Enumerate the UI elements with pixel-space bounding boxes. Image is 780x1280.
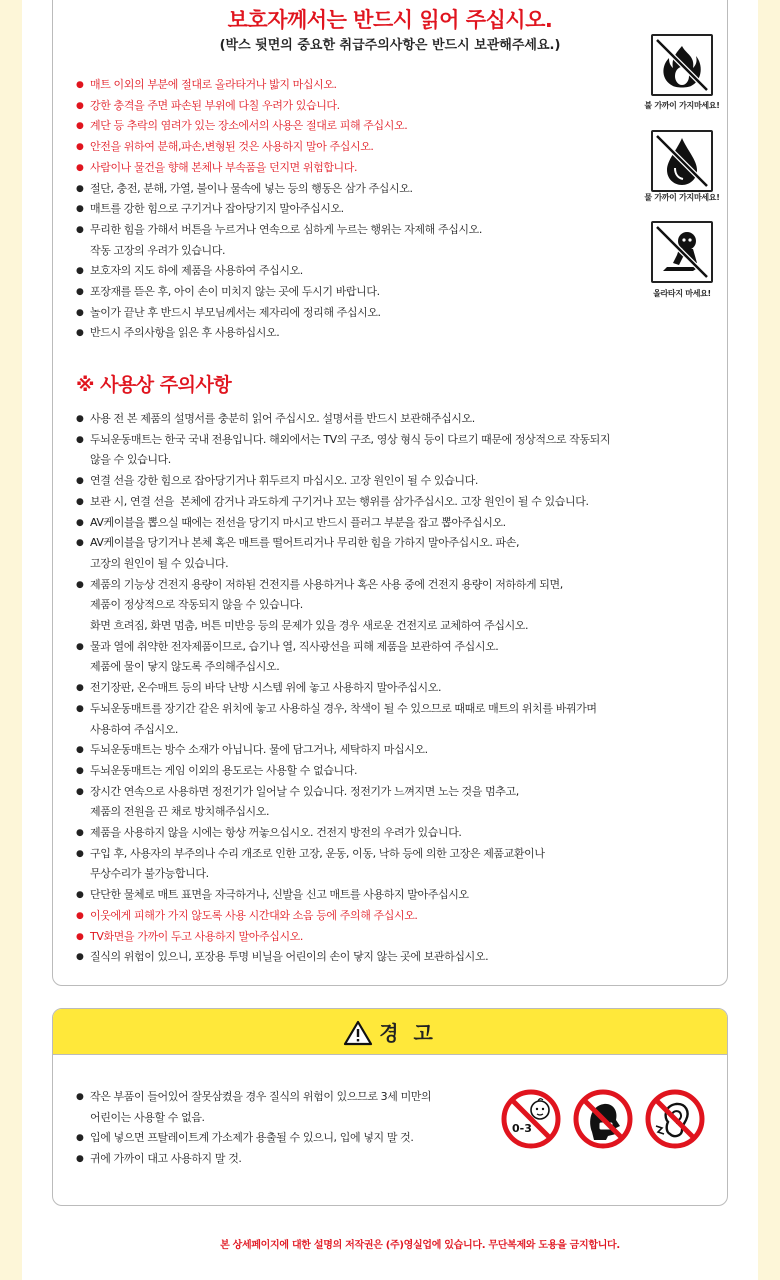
usage-item-continuation: 제품이 정상적으로 작동되지 않을 수 있습니다. 화면 흐려짐, 화면 멈춤, 버튼 미반응 등의 문제가 있을 경우 새로운 건전지로 교체하여 주십시오.: [90, 598, 529, 633]
no-fire-icon: [651, 34, 713, 96]
usage-item-text: 물과 열에 취약한 전자제품이므로, 습기나 열, 직사광선을 피해 제품을 보관하여 주십시오.: [90, 639, 499, 653]
usage-item-continuation: 제품의 전원을 끈 채로 방치해주십시오.: [90, 805, 270, 819]
caution-item-text: 포장재를 뜯은 후, 아이 손이 미치지 않는 곳에 두시기 바랍니다.: [90, 285, 380, 299]
usage-item-text: 사용 전 본 제품의 설명서를 충분히 읽어 주십시오. 설명서를 반드시 보관해주십시오.: [90, 412, 475, 425]
usage-item: [76, 761, 610, 782]
usage-item: [76, 927, 610, 948]
no-ear-icon: [644, 1088, 706, 1150]
usage-item-text: 두뇌운동매트는 게임 이외의 용도로는 사용할 수 없습니다.: [90, 763, 358, 777]
usage-item-continuation: 제품에 물이 닿지 않도록 주의해주십시오.: [90, 660, 280, 674]
caution-item-text: 매트를 강한 힘으로 구기거나 잡아당기지 말아주십시오.: [90, 202, 344, 216]
warning-item-text: 귀에 가까이 대고 사용하지 말 것.: [90, 1152, 242, 1166]
usage-item-text: 구입 후, 사용자의 부주의나 수리 개조로 인한 고장, 운동, 이동, 낙하 등에 의한 고장은 제품교환이나: [90, 846, 545, 860]
usage-item-continuation: 고장의 원인이 될 수 있습니다.: [90, 556, 229, 570]
caution-item: [76, 282, 482, 303]
warning-item: [76, 1149, 431, 1170]
usage-caution-heading: ※ 사용상 주의사항: [76, 374, 232, 396]
caution-item: [76, 323, 482, 344]
age-label: 0-3: [512, 1122, 532, 1135]
caution-item: [76, 75, 482, 96]
usage-item-text: 질식의 위험이 있으니, 포장용 투명 비닐을 어린이의 손이 닿지 않는 곳에 보관하십시오.: [90, 950, 489, 964]
caution-item-continuation: 작동 고장의 우려가 있습니다.: [90, 243, 226, 257]
page-subtitle: (박스 뒷면의 중요한 취급주의사항은 반드시 보관해주세요.): [219, 38, 561, 53]
usage-item: [76, 885, 610, 906]
usage-item-text: 제품을 사용하지 않을 시에는 항상 꺼놓으십시오. 건전지 방전의 우려가 있습니다.: [90, 826, 462, 840]
usage-item-text: 두뇌운동매트는 한국 국내 전용입니다. 해외에서는 TV의 구조, 영상 형식 등이 다르기 때문에 정상적으로 작동되지: [90, 432, 611, 446]
caution-item: [76, 137, 482, 158]
usage-item: [76, 699, 610, 740]
usage-item-continuation: 않을 수 있습니다.: [90, 453, 171, 467]
no-climbing-caption: 올라타지 마세요!: [653, 289, 711, 298]
caution-item-text: 안전을 위하여 분해,파손,변형된 것은 사용하지 말아 주십시오.: [90, 140, 374, 154]
caution-list: [76, 75, 482, 344]
usage-item: [76, 906, 610, 927]
caution-item-text: 보호자의 지도 하에 제품을 사용하여 주십시오.: [90, 264, 303, 278]
usage-item-text: 보관 시, 연결 선을 본체에 감거나 과도하게 구기거나 꼬는 행위를 삼가주십시오. 고장 원인이 될 수 있습니다.: [90, 494, 589, 508]
caution-item-text: 매트 이외의 부분에 절대로 올라타거나 밟지 마십시오.: [90, 78, 337, 91]
usage-item: [76, 782, 610, 823]
caution-item: [76, 158, 482, 179]
usage-item-text: TV화면을 가까이 두고 사용하지 말아주십시오.: [90, 929, 303, 943]
usage-item-text: 두뇌운동매트는 방수 소재가 아닙니다. 물에 담그거나, 세탁하지 마십시오.: [90, 743, 428, 757]
warning-triangle-icon: [343, 1020, 373, 1046]
caution-item: [76, 261, 482, 282]
usage-item-text: 장시간 연속으로 사용하면 정전기가 일어날 수 있습니다. 정전기가 느껴지면 노는 것을 멈추고,: [90, 784, 519, 798]
usage-item: [76, 637, 610, 678]
usage-item: [76, 740, 610, 761]
warning-item-continuation: 어린이는 사용할 수 없음.: [90, 1110, 205, 1124]
caution-item: [76, 116, 482, 137]
usage-item: [76, 533, 610, 574]
warning-item-text: 작은 부품이 들어있어 잘못삼켰을 경우 질식의 위험이 있으므로 3세 미만의: [90, 1090, 432, 1103]
usage-caution-list: [76, 409, 610, 968]
caution-item-text: 강한 충격을 주면 파손된 부위에 다칠 우려가 있습니다.: [90, 98, 340, 112]
usage-item-text: 제품의 기능상 건전지 용량이 저하된 건전지를 사용하거나 혹은 사용 중에 건전지 용량이 저하하게 되면,: [90, 577, 563, 591]
warning-header: [53, 1009, 727, 1055]
warning-item: [76, 1128, 431, 1149]
no-climbing-icon: [651, 221, 713, 283]
usage-item: [76, 844, 610, 885]
usage-item: [76, 409, 610, 430]
caution-item: [76, 199, 482, 220]
no-fire-caption: 불 가까이 가지마세요!: [644, 101, 720, 110]
usage-item-continuation: 사용하여 주십시오.: [90, 722, 179, 736]
usage-item-text: 단단한 물체로 매트 표면을 자극하거나, 신발을 신고 매트를 사용하지 말아주십시오: [90, 888, 469, 902]
usage-item: [76, 823, 610, 844]
usage-item: [76, 575, 610, 637]
usage-item: [76, 430, 610, 471]
caution-item: [76, 179, 482, 200]
warning-title: [53, 1017, 727, 1048]
caution-item-text: 무리한 힘을 가해서 버튼을 누르거나 연속으로 심하게 누르는 행위는 자제해 주십시오.: [90, 222, 482, 236]
usage-item: [76, 947, 610, 968]
caution-item: [76, 96, 482, 117]
usage-item-text: 전기장판, 온수매트 등의 바닥 난방 시스템 위에 놓고 사용하지 말아주십시오.: [90, 681, 442, 695]
no-water-icon: [651, 130, 713, 192]
caution-item-text: 절단, 충전, 분해, 가열, 불이나 물속에 넣는 등의 행동은 삼가 주십시오.: [90, 181, 413, 195]
usage-item-continuation: 무상수리가 불가능합니다.: [90, 867, 209, 881]
warning-item-text: 입에 넣으면 프탈레이트계 가소제가 용출될 수 있으니, 입에 넣지 말 것.: [90, 1131, 414, 1145]
usage-item-text: AV케이블을 당기거나 본체 혹은 매트를 떨어트리거나 무리한 힘을 가하지 말아주십시오. 파손,: [90, 536, 520, 550]
no-water-caption: 물 가까이 가지마세요!: [644, 193, 720, 202]
usage-item: [76, 471, 610, 492]
caution-item-text: 놀이가 끝난 후 반드시 부모님께서는 제자리에 정리해 주십시오.: [90, 305, 381, 319]
no-mouth-icon: [572, 1088, 634, 1150]
caution-item-text: 사람이나 물건을 향해 본체나 부속품을 던지면 위험합니다.: [90, 160, 358, 174]
usage-item-text: 두뇌운동매트를 장기간 같은 위치에 놓고 사용하실 경우, 착색이 될 수 있으므로 때때로 매트의 위치를 바꿔가며: [90, 701, 597, 715]
usage-item-text: 이웃에게 피해가 가지 않도록 사용 시간대와 소음 등에 주의해 주십시오.: [90, 908, 418, 922]
warning-list: [76, 1087, 431, 1170]
no-under-3-icon: [500, 1088, 562, 1150]
usage-item: [76, 678, 610, 699]
usage-item: [76, 513, 610, 534]
caution-item: [76, 220, 482, 261]
usage-item-text: 연결 선을 강한 힘으로 잡아당기거나 휘두르지 마십시오. 고장 원인이 될 수 있습니다.: [90, 474, 478, 488]
caution-item-text: 반드시 주의사항을 읽은 후 사용하십시오.: [90, 326, 280, 340]
usage-item: [76, 492, 610, 513]
copyright-notice: 본 상세페이지에 대한 설명의 저작권은 (주)영실업에 있습니다. 무단복제와 도용을 금지합니다.: [220, 1240, 620, 1251]
page-title: 보호자께서는 반드시 읽어 주십시오.: [227, 8, 553, 32]
usage-item-text: AV케이블을 뽑으실 때에는 전선을 당기지 마시고 반드시 플러그 부분을 잡고 뽑아주십시오.: [90, 515, 506, 529]
warning-item: [76, 1087, 431, 1128]
warning-title-text: 경 고: [379, 1021, 437, 1045]
caution-item: [76, 303, 482, 324]
caution-item-text: 계단 등 추락의 염려가 있는 장소에서의 사용은 절대로 피해 주십시오.: [90, 119, 408, 133]
